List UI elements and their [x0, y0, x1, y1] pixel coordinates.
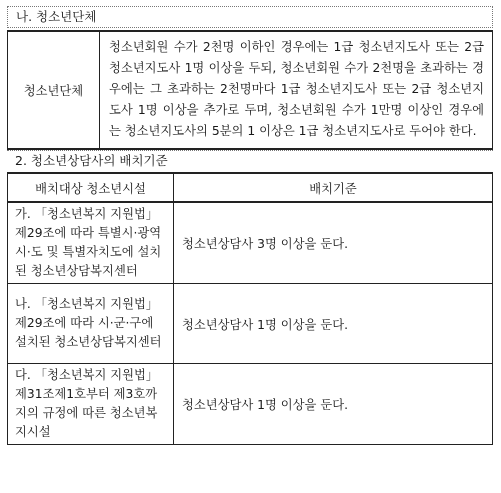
- section-na-title: 나. 청소년단체: [7, 6, 493, 28]
- col-header-target: 배치대상 청소년시설: [8, 173, 174, 202]
- youth-org-table: [7, 30, 493, 150]
- row-target-da: 다. 「청소년복지 지원법」 제31조제1호부터 제3호까지의 규정에 따른 청소년복지시설: [8, 364, 174, 445]
- youth-org-row-header: 청소년단체: [8, 31, 100, 149]
- table-header-row: [8, 173, 493, 202]
- counselor-placement-table: [7, 172, 493, 445]
- table-row: [8, 202, 493, 284]
- document-page: [7, 6, 493, 445]
- row-target-na: 나. 「청소년복지 지원법」 제29조에 따라 시·군·구에 설치된 청소년상담복지센터: [8, 284, 174, 364]
- table-row: [8, 364, 493, 445]
- youth-org-body-text: 청소년회원 수가 2천명 이하인 경우에는 1급 청소년지도사 또는 2급 청소년지도사 1명 이상을 두되, 청소년회원 수가 2천명을 초과하는 경우에는 그 초과하는 2천명마다 1급 청소년지도사 또는 2급 청소년지도사 1명 이상을 추가로 두며, 청소년회원 수가 1만명 이상인 경우에는 청소년지도사의 5분의 1 이상은 1급 청소년지도사로 두어야 한다.: [100, 31, 493, 149]
- row-criteria-ga: 청소년상담사 3명 이상을 둔다.: [174, 202, 493, 284]
- row-target-ga: 가. 「청소년복지 지원법」 제29조에 따라 특별시·광역시·도 및 특별자치도에 설치된 청소년상담복지센터: [8, 202, 174, 284]
- table-row: [8, 284, 493, 364]
- section-2-title: 2. 청소년상담사의 배치기준: [7, 150, 493, 172]
- row-criteria-na: 청소년상담사 1명 이상을 둔다.: [174, 284, 493, 364]
- row-criteria-da: 청소년상담사 1명 이상을 둔다.: [174, 364, 493, 445]
- col-header-criteria: 배치기준: [174, 173, 493, 202]
